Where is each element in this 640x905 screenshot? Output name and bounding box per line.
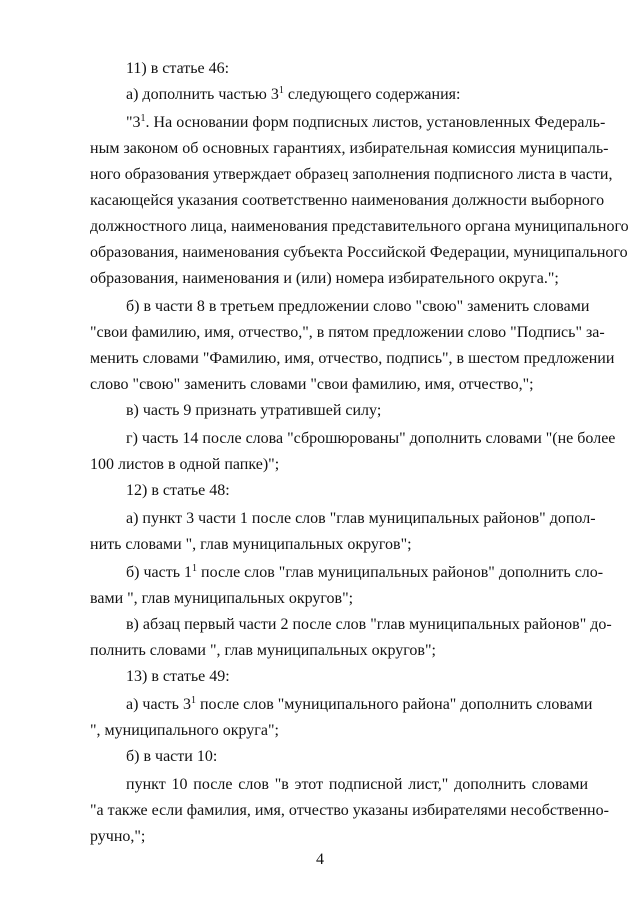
text-line: "$3^1$. На основании форм подписных листов, установленных Федераль- bbox=[126, 113, 606, 131]
text-line: нить словами ", глав муниципальных округов"; bbox=[90, 536, 412, 553]
text-line: а) дополнить частью $3^1$ следующего содержания: bbox=[126, 85, 461, 103]
text-line: вами ", глав муниципальных округов"; bbox=[90, 590, 354, 607]
text-line: ", муниципального округа"; bbox=[90, 722, 279, 739]
text-line: должностного лица, наименования представительного органа муниципального bbox=[90, 218, 629, 235]
text-line: 13) в статье 49: bbox=[126, 668, 230, 685]
text-line: "а также если фамилия, имя, отчество указаны избирателями несобственно- bbox=[90, 802, 609, 819]
text-line: менить словами "Фамилию, имя, отчество, подпись", в шестом предложении bbox=[90, 350, 615, 367]
text-line: в) часть 9 признать утратившей силу; bbox=[126, 402, 382, 419]
text-line: а) часть $3^1$ после слов "муниципального района" дополнить словами bbox=[126, 695, 593, 713]
text-line: а) пункт 3 части 1 после слов "глав муниципальных районов" допол- bbox=[126, 510, 596, 527]
text-line: касающейся указания соответственно наименования должности выборного bbox=[90, 192, 605, 209]
text-line: 100 листов в одной папке)"; bbox=[90, 456, 280, 473]
text-line: ручно,"; bbox=[90, 828, 146, 845]
text-line: 11) в статье 46: bbox=[126, 60, 230, 77]
superscript-one: 1 bbox=[140, 113, 146, 124]
text-line: ного образования утверждает образец заполнения подписного листа в части, bbox=[90, 166, 613, 183]
text-line: б) часть $1^1$ после слов "глав муниципальных районов" дополнить сло- bbox=[126, 563, 604, 581]
text-line: б) в части 8 в третьем предложении слово "свою" заменить словами bbox=[126, 298, 590, 315]
text-line: г) часть 14 после слова "сброшюрованы" дополнить словами "(не более bbox=[126, 430, 616, 447]
text-line: ным законом об основных гарантиях, избирательная комиссия муниципаль- bbox=[90, 140, 609, 157]
text-line: 12) в статье 48: bbox=[126, 482, 230, 499]
superscript-one: 1 bbox=[192, 563, 198, 574]
text-line: б) в части 10: bbox=[126, 748, 218, 765]
superscript-one: 1 bbox=[278, 85, 284, 96]
text-line: полнить словами ", глав муниципальных округов"; bbox=[90, 642, 436, 659]
text-line: "свои фамилию, имя, отчество,", в пятом предложении слово "Подпись" за- bbox=[90, 324, 605, 341]
superscript-one: 1 bbox=[190, 695, 196, 706]
text-line: образования, наименования субъекта Российской Федерации, муниципального bbox=[90, 244, 628, 261]
text-line: слово "свою" заменить словами "свои фамилию, имя, отчество,"; bbox=[90, 376, 534, 393]
text-line: в) абзац первый части 2 после слов "глав муниципальных районов" до- bbox=[126, 616, 612, 633]
text-line: образования, наименования и (или) номера избирательного округа."; bbox=[90, 270, 559, 287]
page-number: 4 bbox=[316, 851, 324, 868]
text-line: пункт 10 после слов "в этот подписной лист," дополнить словами bbox=[126, 776, 588, 793]
